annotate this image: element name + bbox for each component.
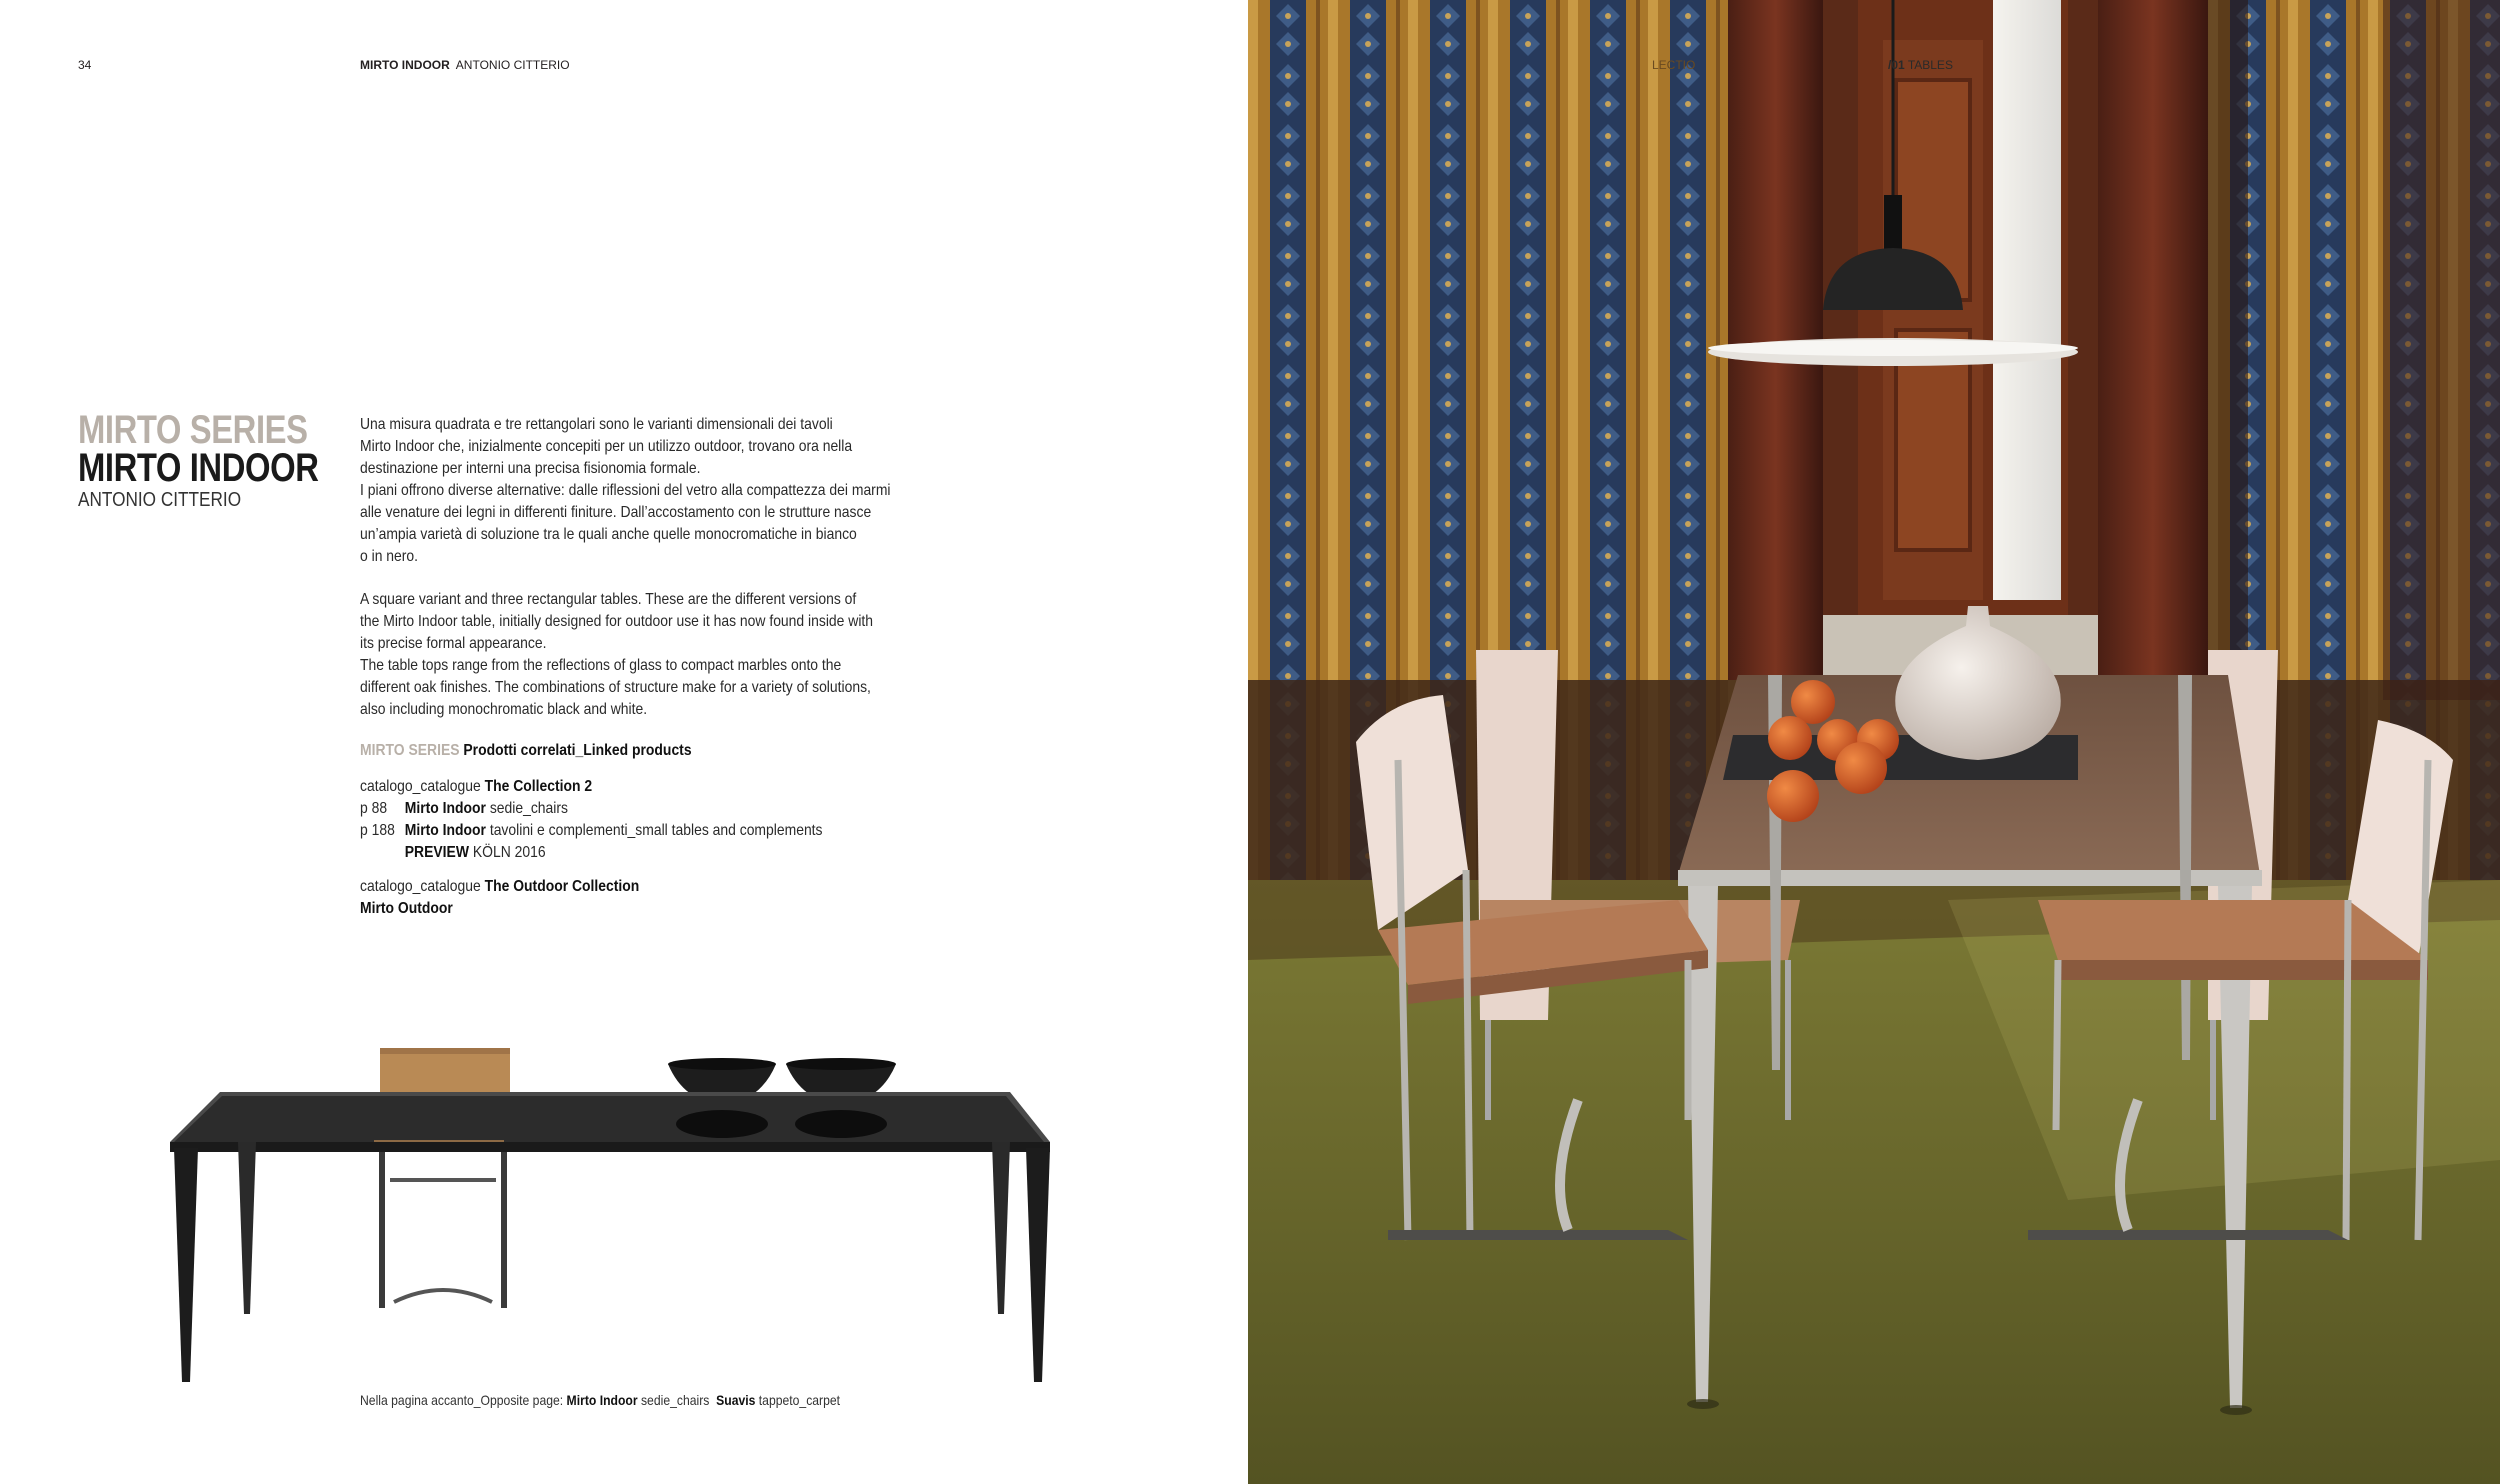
text-line: The table tops range from the reflections of glass to compact marbles onto the (360, 657, 842, 674)
text-line: its precise formal appearance. (360, 635, 547, 652)
dining-room-scene (1248, 0, 2500, 1484)
text-line: A square variant and three rectangular tables. These are the different versions of (360, 591, 857, 608)
catalog-row (360, 798, 823, 820)
caption-item2-desc: tappeto_carpet (758, 1392, 841, 1408)
text-line: Mirto Indoor che, inizialmente concepiti per un utilizzo outdoor, trovano ora nella (360, 438, 853, 455)
linked-label: Prodotti correlati_Linked products (463, 742, 692, 759)
caption-item1-desc: sedie_chairs (640, 1392, 710, 1408)
running-header (360, 58, 570, 72)
catalog-name: The Outdoor Collection (484, 878, 640, 895)
product-ref: Mirto Indoor (404, 800, 486, 817)
english-description (360, 589, 960, 721)
linked-products-heading (360, 742, 741, 760)
right-header-partial: LECTIO (1652, 58, 1696, 72)
caption-item2: Suavis (716, 1392, 756, 1408)
lamp-stem (1884, 195, 1902, 250)
section-number: /01 (1888, 58, 1905, 72)
photo-caption (360, 1392, 912, 1408)
product-ref: Mirto Outdoor (360, 900, 453, 917)
running-header-designer: ANTONIO CITTERIO (455, 58, 570, 72)
caption-prefix: Nella pagina accanto_Opposite page: (360, 1392, 564, 1408)
preview-label: PREVIEW (404, 844, 469, 861)
designer-name: ANTONIO CITTERIO (78, 489, 242, 511)
page-number: 34 (78, 58, 92, 72)
product-desc: tavolini e complementi_small tables and complements (489, 822, 823, 839)
caption-item1: Mirto Indoor (566, 1392, 638, 1408)
product-title: MIRTO INDOOR (78, 446, 319, 490)
series-title: MIRTO SERIES (78, 408, 308, 452)
window-light (1993, 0, 2061, 600)
text-line: un’ampia varietà di soluzione tra le quali anche quelle monocromatiche in bianco (360, 526, 857, 543)
text-line: o in nero. (360, 548, 419, 565)
italian-description (360, 414, 960, 568)
curtain-right (2098, 0, 2208, 680)
product-table-image (160, 1030, 1080, 1400)
catalog-row (360, 820, 823, 842)
catalog-name: The Collection 2 (484, 778, 593, 795)
linked-series: MIRTO SERIES (360, 742, 460, 759)
catalog-collection-2 (360, 776, 892, 864)
text-line: the Mirto Indoor table, initially designed for outdoor use it has now found inside with (360, 613, 874, 630)
text-line: Una misura quadrata e tre rettangolari sono le varianti dimensionali dei tavoli (360, 416, 833, 433)
text-line: alle venature dei legni in differenti finiture. Dall’accostamento con le strutture nasce (360, 504, 872, 521)
text-line: destinazione per interni una precisa fisionomia formale. (360, 460, 701, 477)
preview-row (360, 842, 823, 864)
catalog-line (360, 776, 823, 798)
right-header-section (1888, 58, 1953, 72)
product-ref: Mirto Indoor (404, 822, 486, 839)
catalog-prefix: catalogo_catalogue (360, 778, 481, 795)
catalog-outdoor (360, 876, 681, 920)
preview-location: KÖLN 2016 (472, 844, 546, 861)
left-page (0, 0, 1248, 1484)
text-line: also including monochromatic black and white. (360, 701, 648, 718)
page-ref: p 188 (360, 822, 395, 839)
dining-room-photo (1248, 0, 2500, 1484)
catalog-line (360, 876, 639, 898)
catalog-prefix: catalogo_catalogue (360, 878, 481, 895)
product-desc: sedie_chairs (489, 800, 568, 817)
text-line: I piani offrono diverse alternative: dalle riflessioni del vetro alla compattezza dei marmi (360, 482, 891, 499)
running-header-series: MIRTO INDOOR (360, 58, 450, 72)
text-line: different oak finishes. The combinations of structure make for a variety of solutions, (360, 679, 871, 696)
section-name: TABLES (1907, 58, 1953, 72)
page-ref: p 88 (360, 800, 388, 817)
